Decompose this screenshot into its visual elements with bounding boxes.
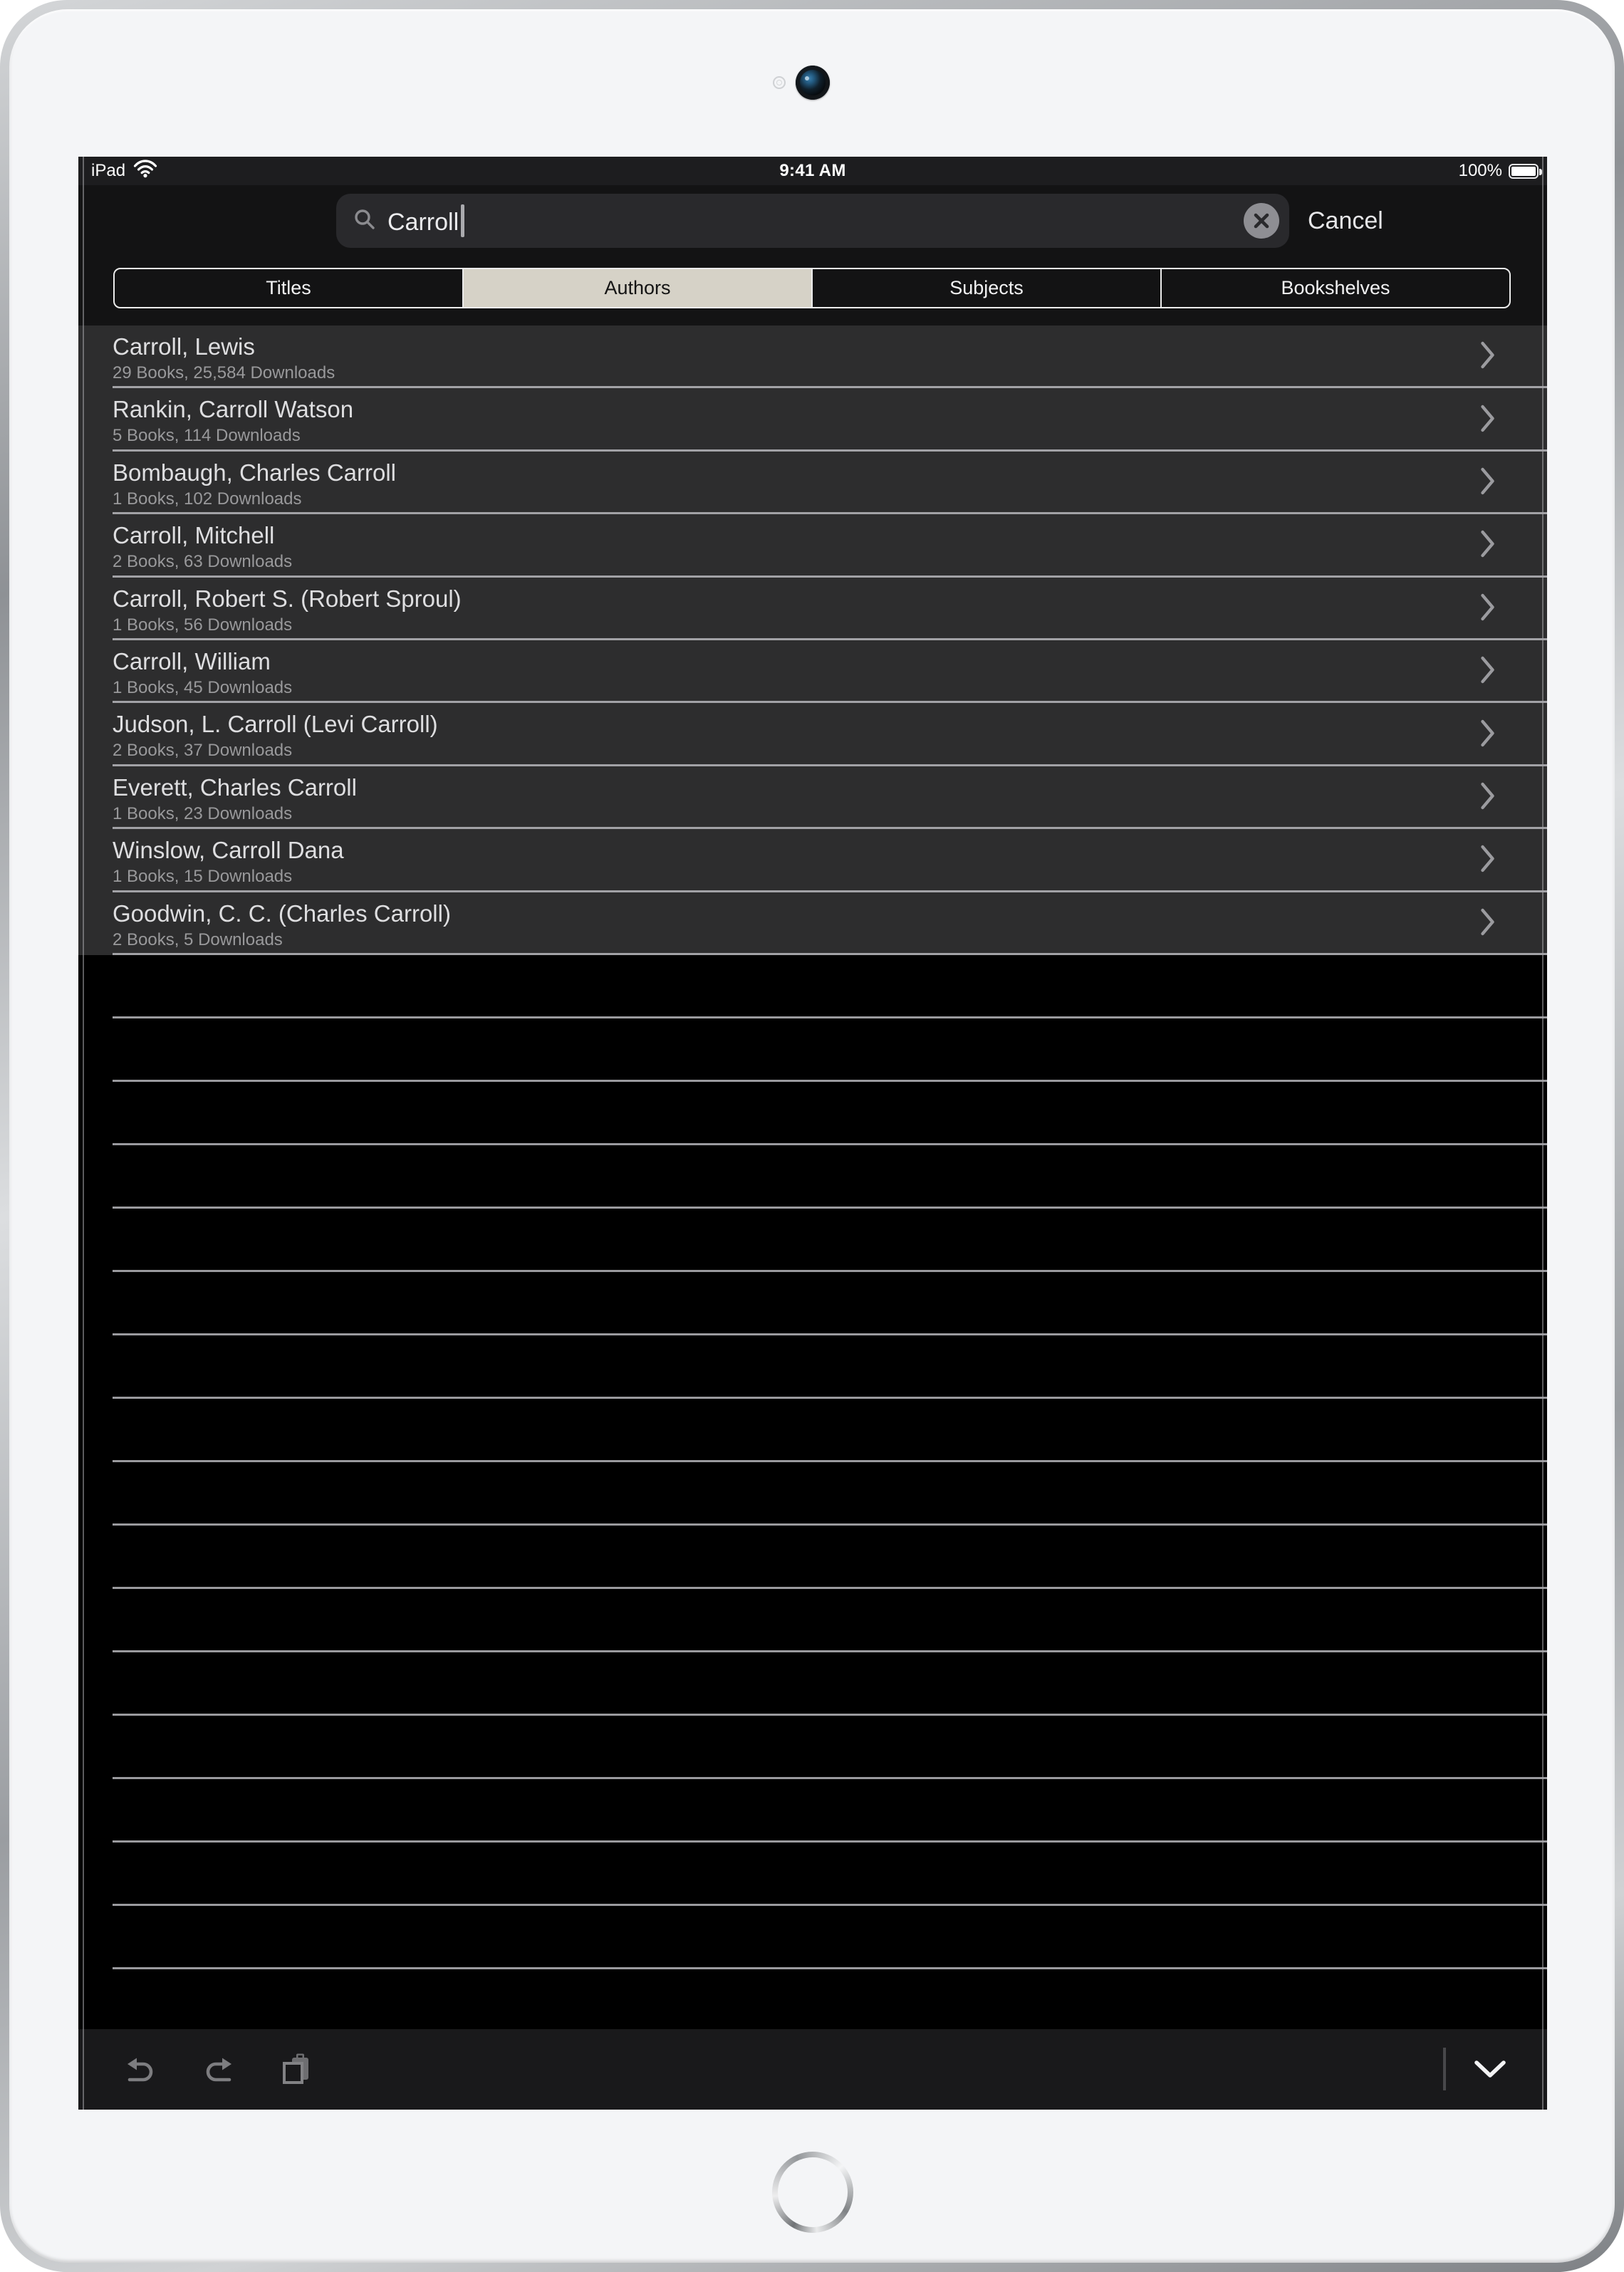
- text-cursor: [461, 204, 464, 237]
- chevron-right-icon: [1480, 656, 1496, 688]
- status-bar: [78, 157, 1547, 185]
- battery-icon: [1509, 164, 1539, 179]
- chevron-right-icon: [1480, 907, 1496, 939]
- chevron-right-icon: [1480, 341, 1496, 373]
- keyboard-accessory-bar: [78, 2029, 1547, 2110]
- status-time: 9:41 AM: [779, 161, 846, 180]
- paste-icon: [280, 2052, 314, 2088]
- carrier-label: iPad: [91, 161, 126, 180]
- undo-button[interactable]: [123, 2052, 158, 2088]
- front-camera-icon: [796, 66, 830, 100]
- author-row[interactable]: Everett, Charles Carroll 1 Books, 23 Downloads: [78, 766, 1547, 829]
- dismiss-keyboard-button[interactable]: [1473, 2029, 1507, 2110]
- screen-edge-hairline-right: [1542, 157, 1544, 2110]
- author-row[interactable]: Judson, L. Carroll (Levi Carroll) 2 Books, 37 Downloads: [78, 703, 1547, 766]
- author-row[interactable]: Carroll, Mitchell 2 Books, 63 Downloads: [78, 514, 1547, 577]
- tab-bookshelves[interactable]: Bookshelves: [1160, 269, 1509, 307]
- battery-percent-label: 100%: [1458, 161, 1502, 180]
- empty-list-area: [78, 955, 1547, 2029]
- chevron-right-icon: [1480, 530, 1496, 562]
- chevron-right-icon: [1480, 593, 1496, 625]
- tab-subjects[interactable]: Subjects: [811, 269, 1160, 307]
- author-row[interactable]: Carroll, William 1 Books, 45 Downloads: [78, 640, 1547, 703]
- author-row[interactable]: Rankin, Carroll Watson 5 Books, 114 Downloads: [78, 388, 1547, 451]
- toolbar-divider: [1443, 2048, 1446, 2090]
- redo-icon: [201, 2053, 236, 2087]
- author-row[interactable]: Bombaugh, Charles Carroll 1 Books, 102 Downloads: [78, 452, 1547, 514]
- author-row[interactable]: Goodwin, C. C. (Charles Carroll) 2 Books, 5 Downloads: [78, 892, 1547, 955]
- chevron-down-icon: [1473, 2060, 1507, 2080]
- scope-bar: [113, 268, 1511, 308]
- chevron-right-icon: [1480, 404, 1496, 436]
- ambient-light-sensor: [773, 76, 786, 89]
- close-icon: [1253, 212, 1270, 229]
- redo-button[interactable]: [201, 2052, 236, 2088]
- chevron-right-icon: [1480, 467, 1496, 499]
- author-row[interactable]: Winslow, Carroll Dana 1 Books, 15 Downloads: [78, 829, 1547, 892]
- author-results-list: [78, 325, 1547, 955]
- cancel-button[interactable]: Cancel: [1308, 207, 1383, 234]
- screen-edge-hairline-left: [83, 157, 84, 2110]
- search-query-text: Carroll: [387, 204, 1244, 237]
- clear-search-button[interactable]: [1244, 203, 1279, 239]
- chevron-right-icon: [1480, 781, 1496, 813]
- tab-titles[interactable]: Titles: [266, 277, 311, 298]
- tab-authors[interactable]: Authors: [462, 269, 811, 307]
- home-button[interactable]: [772, 2152, 853, 2233]
- paste-button[interactable]: [279, 2052, 315, 2088]
- undo-icon: [123, 2053, 158, 2087]
- screen: [78, 157, 1547, 2110]
- chevron-right-icon: [1480, 719, 1496, 751]
- search-input[interactable]: [336, 194, 1289, 248]
- chevron-right-icon: [1480, 845, 1496, 877]
- search-icon: [353, 208, 376, 234]
- search-header: [78, 185, 1547, 326]
- author-row[interactable]: Carroll, Robert S. (Robert Sproul) 1 Books, 56 Downloads: [78, 578, 1547, 640]
- author-row[interactable]: Carroll, Lewis 29 Books, 25,584 Downloads: [78, 325, 1547, 388]
